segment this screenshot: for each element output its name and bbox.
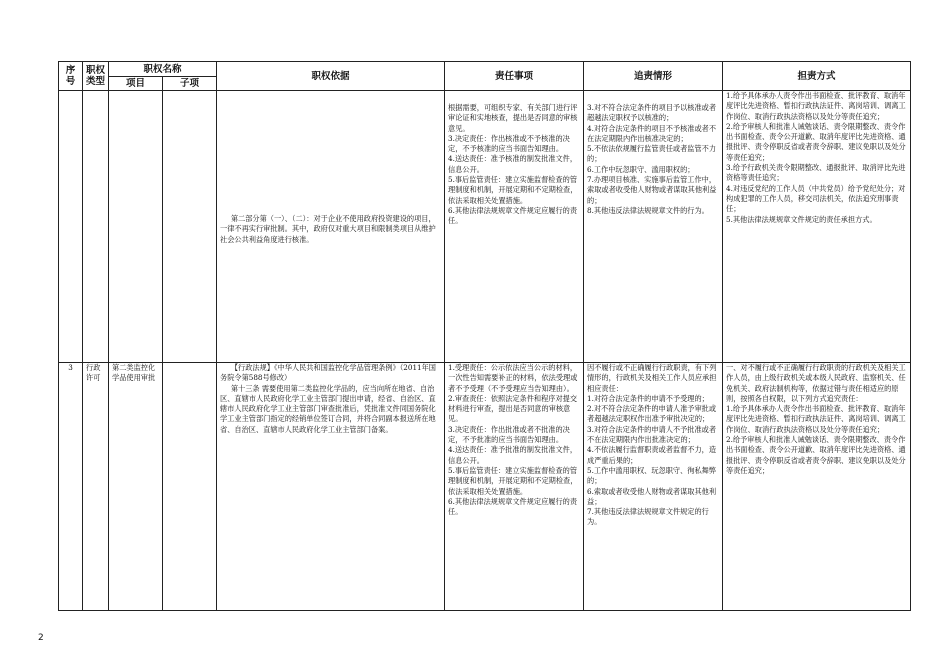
page-number: 2 [38, 633, 44, 643]
responsibility-text: 根据需要，可组织专家、有关部门进行评审论证和实地核查，提出是否同意的审核意见。 3.决定责任：作出核准或不予核准的决定，不予核准的应当书面告知理由。 4.送达责任：准予核准的制发批准文件，信息公开。 5.事后监管责任：建立实施监督检查的管理制度和机制，开展定期和不定期检查，依法采取相关处置措施。 6.其他法律法规规章文件规定应履行的责任。 [448, 103, 578, 226]
basis-title: 【行政法规】《中华人民共和国监控化学品管理条例》（2011年国务院令第588号修改） [220, 363, 436, 383]
basis-text: 第二部分第（一）、（二）：对于企业不使用政府投资建设的项目，一律不再实行审批制。其中，政府仅对重大项目和限制类项目从维护社会公共利益角度进行核准。 [220, 214, 436, 244]
header-type: 职权 类型 [83, 62, 109, 91]
cell-method [723, 91, 911, 363]
header-item: 项目 [109, 77, 163, 91]
header-seq: 序 号 [59, 62, 83, 91]
responsibility-text: 1.受理责任：公示依法应当公示的材料，一次性告知需要补正的材料，依法受理或者不予受理（不予受理应当告知理由）。 2.审查责任：依照法定条件和程序对提交材料进行审查，提出是否同意的审核意见。 3.决定责任：作出批准或者不批准的决定，不予批准的应当书面告知理由。 4.送达责任：准予批准的制发批准文件，信息公开。 5.事后监管责任：建立实施监督检查的管理制度和机制，开展定期和不定期检查，依法采取相关处置措施。 6.其他法律法规规章文件规定应履行的责任。 [448, 363, 578, 517]
cell-method [723, 363, 911, 611]
accountability-text: 因不履行或不正确履行行政职责，有下列情形的，行政机关及相关工作人员应承担相应责任： 1.对符合法定条件的申请不予受理的； 2.对不符合法定条件的申请人准予审批或者超越法定职权作出准予审批决定的； 3.对符合法定条件的申请人不予批准或者不在法定期限内作出批准决定的； 4.不依法履行监督职责或者监督不力，造成严重后果的； 5.工作中滥用职权、玩忽职守、徇私舞弊的； 6.索取或者收受他人财物或者谋取其他利益； 7.其他违反法律法规规章文件规定的行为。 [587, 363, 717, 527]
cell-subitem [163, 91, 217, 363]
cell-type [83, 91, 109, 363]
cell-subitem [163, 363, 217, 611]
method-text: 1.给予具体承办人责令作出书面检查、批评教育、取消年度评比先进资格、暂扣行政执法证件、离岗培训、调离工作岗位、取消行政执法资格以及处分等责任追究； 2.给予审核人和批准人诫勉谈话、责令限期整改、责令作出书面检查、责令公开道歉、取消年度评比先进资格、通报批评、责令停职反省或者责令辞职、建议免职以及处分等责任追究； 3.给予行政机关责令限期整改、通报批评、取消评比先进资格等责任追究； 4.对违反党纪的工作人员（中共党员）给予党纪处分；对构成犯罪的工作人员，移交司法机关，依法追究刑事责任； 5.其他法律法规规章文件规定的责任承担方式。 [726, 91, 906, 224]
table-row [59, 363, 911, 611]
header-row-top [59, 62, 911, 77]
method-text: 一、对不履行或不正确履行行政职责的行政机关及相关工作人员，由上级行政机关或本级人民政府、监察机关、任免机关、政府法制机构等，依据过错与责任相适应的原则，按照各自权限，以下列方式追究责任： 1.给予具体承办人责令作出书面检查、批评教育、取消年度评比先进资格、暂扣行政执法证件、离岗培训、调离工作岗位、取消行政执法资格以及处分等责任追究； 2.给予审核人和批准人诫勉谈话、责令限期整改、责令作出书面检查、责令公开道歉、取消年度评比先进资格、通报批评、责令停职反省或者责令辞职、建议免职以及处分等责任追究； [726, 363, 906, 475]
cell-basis [217, 363, 445, 611]
cell-seq [59, 91, 83, 363]
header-accountability: 追责情形 [584, 62, 723, 91]
cell-responsibility [445, 91, 584, 363]
cell-accountability [584, 363, 723, 611]
header-basis: 职权依据 [217, 62, 445, 91]
cell-seq: 3 [59, 363, 83, 611]
cell-type: 行政许可 [83, 363, 109, 611]
basis-body: 第十三条 需要使用第二类监控化学品的，应当向所在地省、自治区、直辖市人民政府化学工业主管部门提出申请，经省、自治区、直辖市人民政府化学工业主管部门审查批准后，凭批准文件同国务院化学工业主管部门指定的经销单位签订合同，并将合同副本报送所在地省、自治区、直辖市人民政府化学工业主管部门备案。 [220, 383, 436, 434]
header-name: 职权名称 [109, 62, 217, 77]
responsibility-list-page [58, 61, 910, 611]
cell-accountability [584, 91, 723, 363]
header-responsibility: 责任事项 [445, 62, 584, 91]
accountability-text: 3.对不符合法定条件的项目予以核准或者超越法定职权予以核准的； 4.对符合法定条件的项目不予核准或者不在法定期限内作出核准决定的； 5.不依法依规履行监管责任或者监管不力的； 6.工作中玩忽职守、滥用职权的； 7.办理项目核准、实施事后监管工作中，索取或者收受他人财物或者谋取其他利益的； 8.其他违反法律法规规章文件的行为。 [587, 103, 717, 215]
table-row [59, 91, 911, 363]
cell-responsibility [445, 363, 584, 611]
header-subitem: 子项 [163, 77, 217, 91]
cell-item [109, 91, 163, 363]
cell-basis [217, 91, 445, 363]
authority-table [58, 61, 911, 611]
cell-item: 第二类监控化学品使用审批 [109, 363, 163, 611]
header-method: 担责方式 [723, 62, 911, 91]
